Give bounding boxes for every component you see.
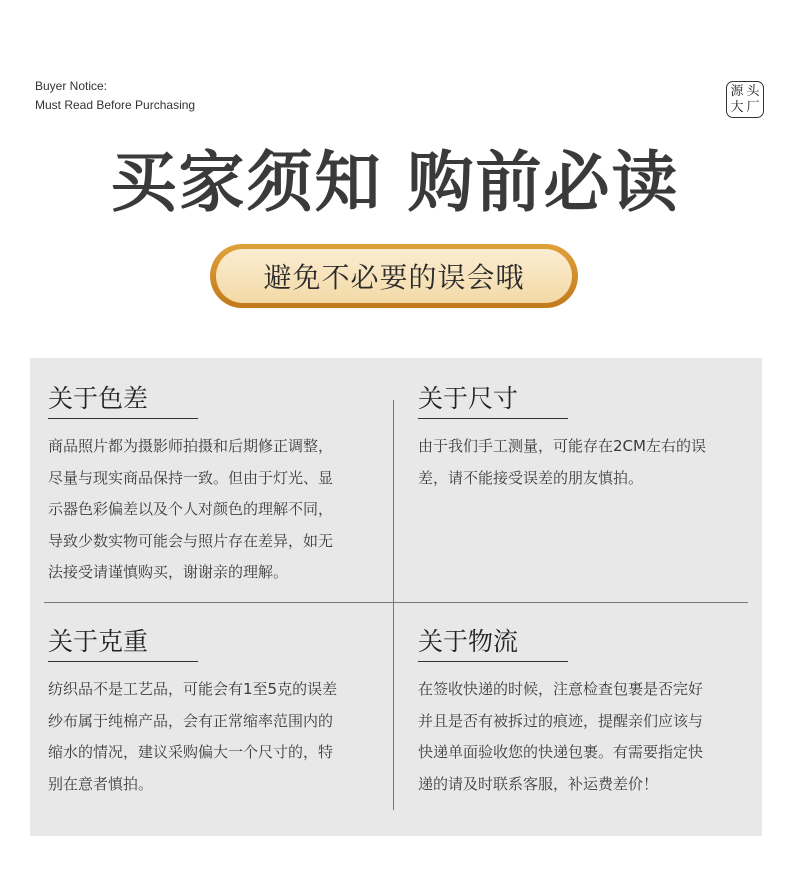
body-line: 示器色彩偏差以及个人对颜色的理解不同， [48,500,334,518]
notice-line-1: Buyer Notice: [35,79,108,93]
body-line: 商品照片都为摄影师拍摄和后期修正调整， [48,437,334,455]
section-title: 关于物流 [418,625,568,662]
body-line: 由于我们手工测量，可能存在2CM左右的误 [418,437,706,455]
page-title: 买家须知 购前必读 [110,144,680,221]
section-body [418,674,758,800]
body-line: 纱布属于纯棉产品，会有正常缩率范围内的 [48,711,334,730]
body-line: 法接受请谨慎购买，谢谢亲的理解。 [48,563,289,581]
factory-seal [726,81,764,118]
section-size [418,382,758,494]
body-line: 差，请不能接受误差的朋友慎拍。 [418,468,644,487]
section-weight [48,625,388,800]
section-color-difference [48,382,388,589]
vertical-divider [393,400,394,810]
seal-char: 头 [746,84,760,99]
section-title: 关于色差 [48,382,198,419]
notice-line-2: Must Read Before Purchasing [35,98,196,112]
subtitle-badge [216,249,572,303]
body-line: 快递单面验收您的快递包裹。有需要指定快 [418,743,704,761]
section-logistics [418,625,758,800]
seal-char: 厂 [746,100,760,115]
seal-char: 源 [730,84,744,99]
seal-char: 大 [730,100,744,115]
body-line: 并且是否有被拆过的痕迹，提醒亲们应该与 [418,711,704,730]
section-body [48,431,388,589]
body-line: 在签收快递的时候，注意检查包裹是否完好 [418,680,704,698]
body-line: 导致少数实物可能会与照片存在差异，如无 [48,531,334,550]
body-line: 别在意者慎拍。 [48,774,154,793]
body-line: 纺织品不是工艺品，可能会有1至5克的误差 [48,680,338,698]
section-body [418,431,758,494]
body-line: 递的请及时联系客服，补运费差价！ [418,774,659,793]
horizontal-divider [44,602,748,603]
body-line: 尽量与现实商品保持一致。但由于灯光、显 [48,468,334,487]
body-line: 缩水的情况，建议采购偏大一个尺寸的，特 [48,743,334,761]
section-title: 关于尺寸 [418,382,568,419]
section-title: 关于克重 [48,625,198,662]
section-body [48,674,388,800]
buyer-notice [35,77,195,115]
subtitle-text: 避免不必要的误会哦 [263,261,525,294]
